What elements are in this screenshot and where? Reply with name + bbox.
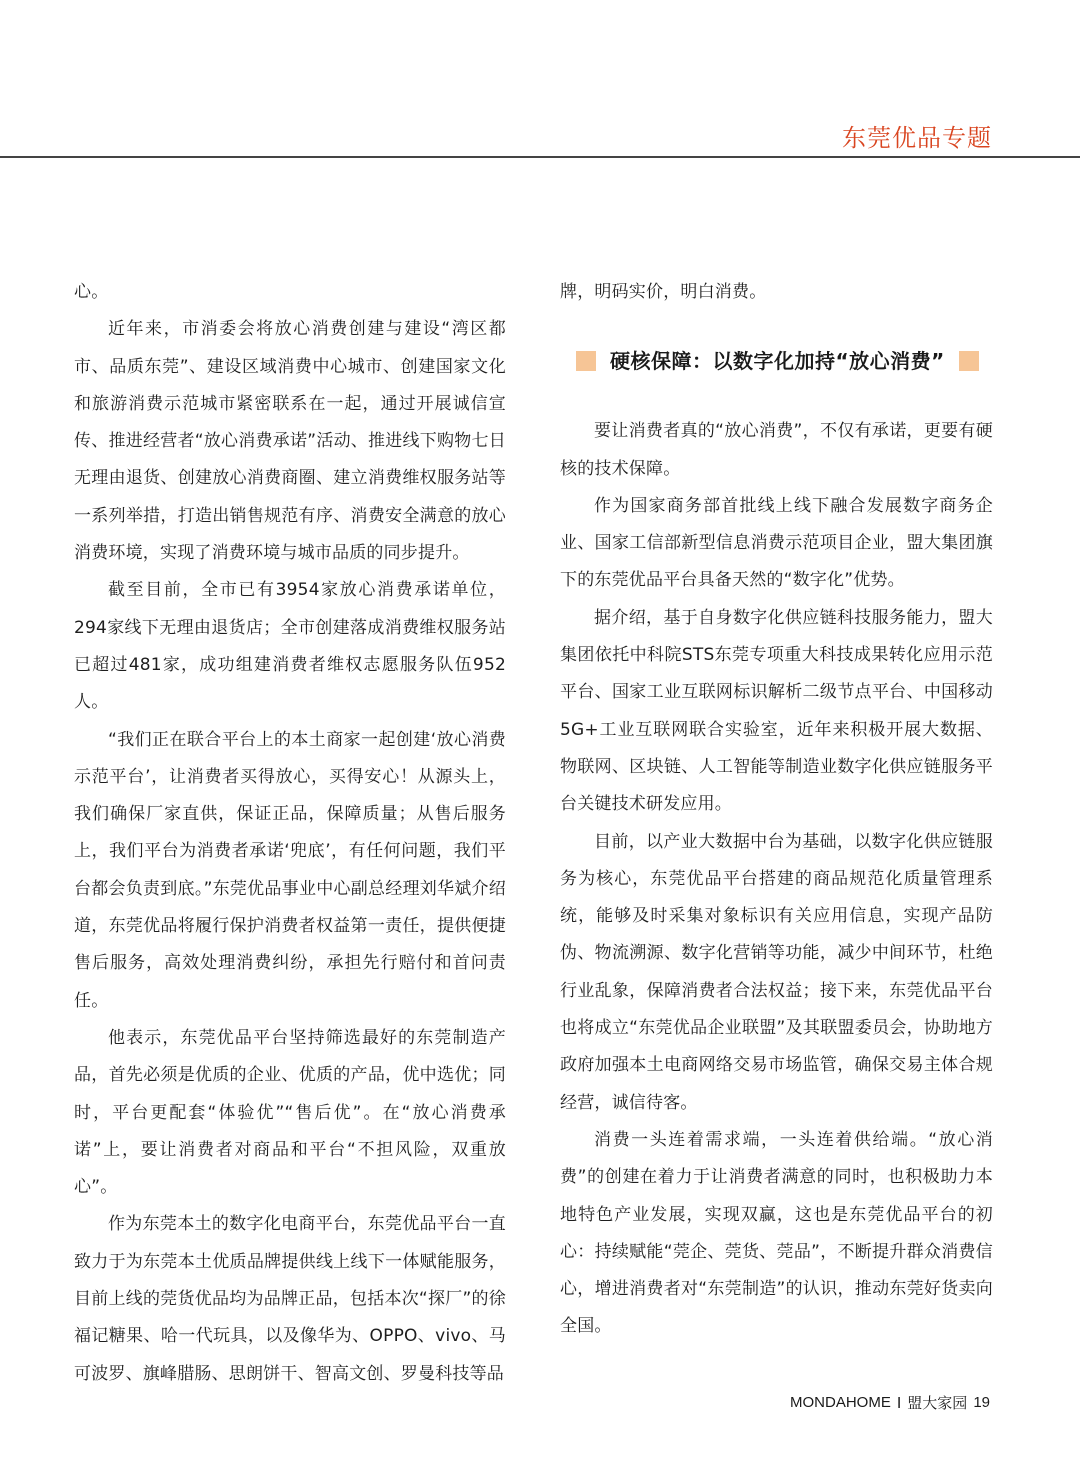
paragraph: 作为国家商务部首批线上线下融合发展数字商务企业、国家工信部新型信息消费示范项目企业，盟大集团旗下的东莞优品平台具备天然的“数字化”优势。 bbox=[560, 495, 993, 591]
paragraph: 要让消费者真的“放心消费”，不仅有承诺，更要有硬核的技术保障。 bbox=[560, 421, 993, 479]
right-text-column bbox=[560, 274, 993, 1346]
paragraph: 消费一头连着需求端，一头连着供给端。“放心消费”的创建在着力于让消费者满意的同时，也积极助力本地特色产业发展，实现双赢，这也是东莞优品平台的初心：持续赋能“莞企、莞货、莞品”，不断提升群众消费信心，增进消费者对“东莞制造”的认识，推动东莞好货卖向全国。 bbox=[560, 1129, 993, 1337]
section-heading-text: 硬核保障：以数字化加持“放心消费” bbox=[610, 348, 945, 373]
square-marker-icon bbox=[959, 351, 979, 371]
paragraph: 牌，明码实价，明白消费。 bbox=[560, 282, 767, 302]
paragraph: 据介绍，基于自身数字化供应链科技服务能力，盟大集团依托中科院STS东莞专项重大科技成果转化应用示范平台、国家工业互联网标识解析二级节点平台、中国移动5G+工业互联网联合实验室，近年来积极开展大数据、物联网、区块链、人工智能等制造业数字化供应链服务平台关键技术研发应用。 bbox=[560, 607, 993, 815]
page-number: 19 bbox=[973, 1394, 990, 1411]
square-marker-icon bbox=[576, 351, 596, 371]
section-header-title: 东莞优品专题 bbox=[842, 124, 992, 152]
paragraph: 截至目前，全市已有3954家放心消费承诺单位，294家线下无理由退货店；全市创建落成消费维权服务站已超过481家，成功组建消费者维权志愿服务队伍952人。 bbox=[74, 580, 506, 713]
page-footer bbox=[790, 1392, 990, 1413]
paragraph: “我们正在联合平台上的本土商家一起创建‘放心消费示范平台’，让消费者买得放心，买得安心！从源头上，我们确保厂家直供，保证正品，保障质量；从售后服务上，我们平台为消费者承诺‘兜底’，有任何问题，我们平台都会负责到底。”东莞优品事业中心副总经理刘华斌介绍道，东莞优品将履行保护消费者权益第一责任，提供便捷售后服务，高效处理消费纠纷，承担先行赔付和首问责任。 bbox=[74, 729, 506, 1011]
paragraph: 心。 bbox=[74, 282, 109, 302]
footer-separator: I bbox=[896, 1393, 902, 1412]
section-heading bbox=[576, 341, 993, 381]
footer-brand: MONDAHOME bbox=[790, 1394, 891, 1411]
footer-magazine-name: 盟大家园 bbox=[907, 1395, 968, 1412]
paragraph: 近年来，市消委会将放心消费创建与建设“湾区都市、品质东莞”、建设区域消费中心城市、创建国家文化和旅游消费示范城市紧密联系在一起，通过开展诚信宣传、推进经营者“放心消费承诺”活动、推进线下购物七日无理由退货、创建放心消费商圈、建立消费维权服务站等一系列举措，打造出销售规范有序、消费安全满意的放心消费环境，实现了消费环境与城市品质的同步提升。 bbox=[74, 319, 506, 564]
paragraph: 目前，以产业大数据中台为基础，以数字化供应链服务为核心，东莞优品平台搭建的商品规范化质量管理系统，能够及时采集对象标识有关应用信息，实现产品防伪、物流溯源、数字化营销等功能，减少中间环节，杜绝行业乱象，保障消费者合法权益；接下来，东莞优品平台也将成立“东莞优品企业联盟”及其联盟委员会，协助地方政府加强本土电商网络交易市场监管，确保交易主体合规经营，诚信待客。 bbox=[560, 831, 993, 1113]
header-divider bbox=[0, 156, 1080, 158]
paragraph: 作为东莞本土的数字化电商平台，东莞优品平台一直致力于为东莞本土优质品牌提供线上线下一体赋能服务，目前上线的莞货优品均为品牌正品，包括本次“探厂”的徐福记糖果、哈一代玩具，以及像华为、OPPO、vivo、马可波罗、旗峰腊肠、思朗饼干、智高文创、罗曼科技等品 bbox=[74, 1214, 506, 1384]
left-text-column bbox=[74, 274, 506, 1393]
paragraph: 他表示，东莞优品平台坚持筛选最好的东莞制造产品，首先必须是优质的企业、优质的产品，优中选优；同时，平台更配套“体验优”“售后优”。在“放心消费承诺”上，要让消费者对商品和平台“不担风险，双重放心”。 bbox=[74, 1027, 506, 1198]
